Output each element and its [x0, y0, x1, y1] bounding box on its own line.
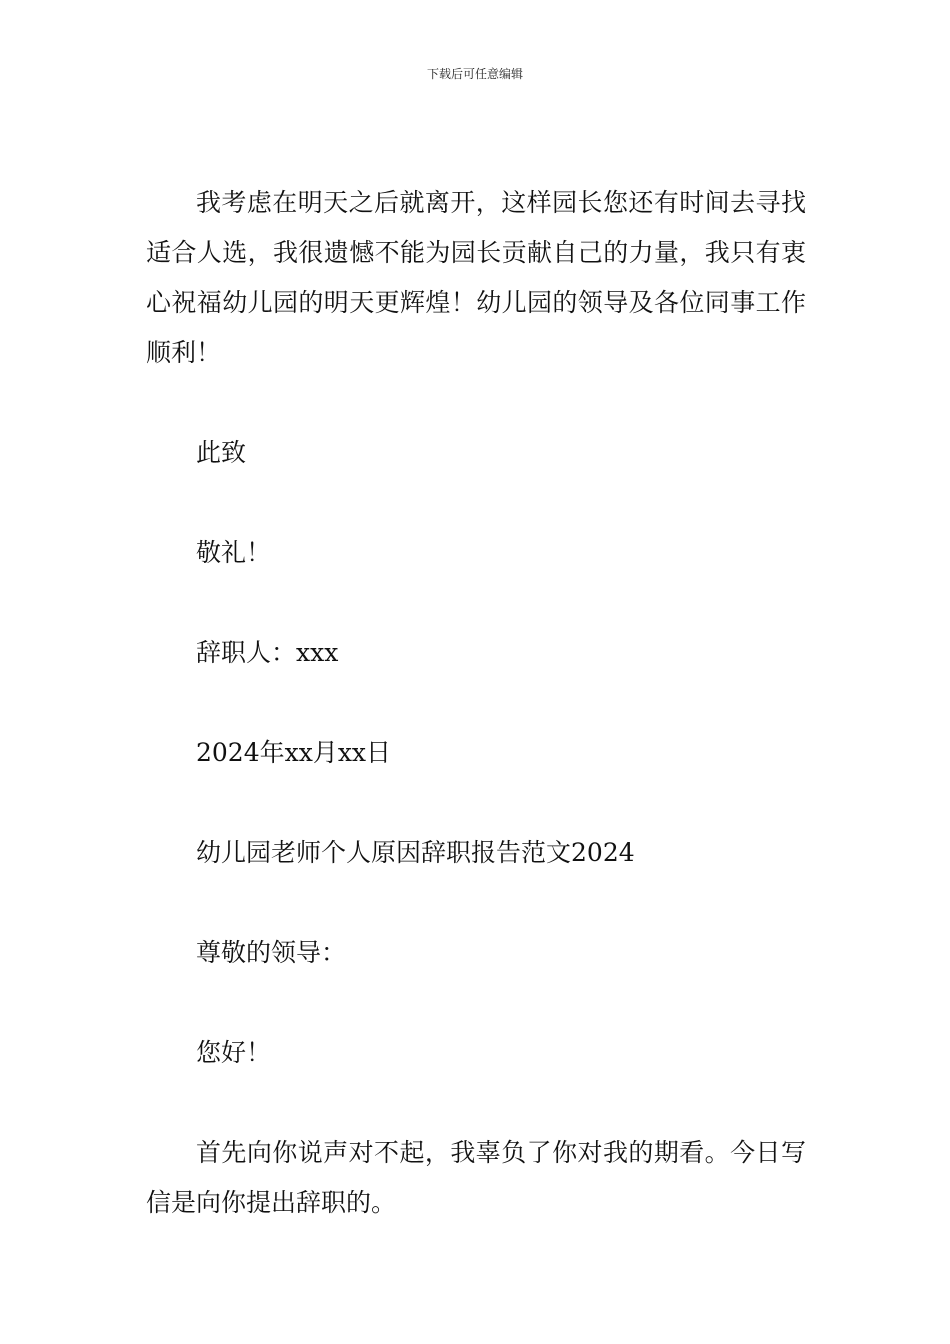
date-line: 2024年xx月xx日: [196, 738, 392, 767]
document-body: [146, 178, 806, 1228]
closing-regards: 敬礼！: [196, 538, 272, 567]
paragraph-departure-plan: 我考虑在明天之后就离开，这样园长您还有时间去寻找适合人选，我很遗憾不能为园长贡献自己的力量，我只有衷心祝福幼儿园的明天更辉煌！幼儿园的领导及各位同事工作顺利！: [146, 188, 806, 367]
document-title: 幼儿园老师个人原因辞职报告范文2024: [196, 838, 635, 867]
greeting-hello: 您好！: [196, 1038, 272, 1067]
closing-salutation: 此致: [196, 438, 247, 467]
paragraph-apology: 首先向你说声对不起，我辜负了你对我的期看。今日写信是向你提出辞职的。: [146, 1138, 806, 1217]
greeting-addressee: 尊敬的领导：: [196, 938, 347, 967]
page-header: 下载后可任意编辑: [426, 67, 523, 81]
signature-line: 辞职人：xxx: [196, 638, 339, 667]
